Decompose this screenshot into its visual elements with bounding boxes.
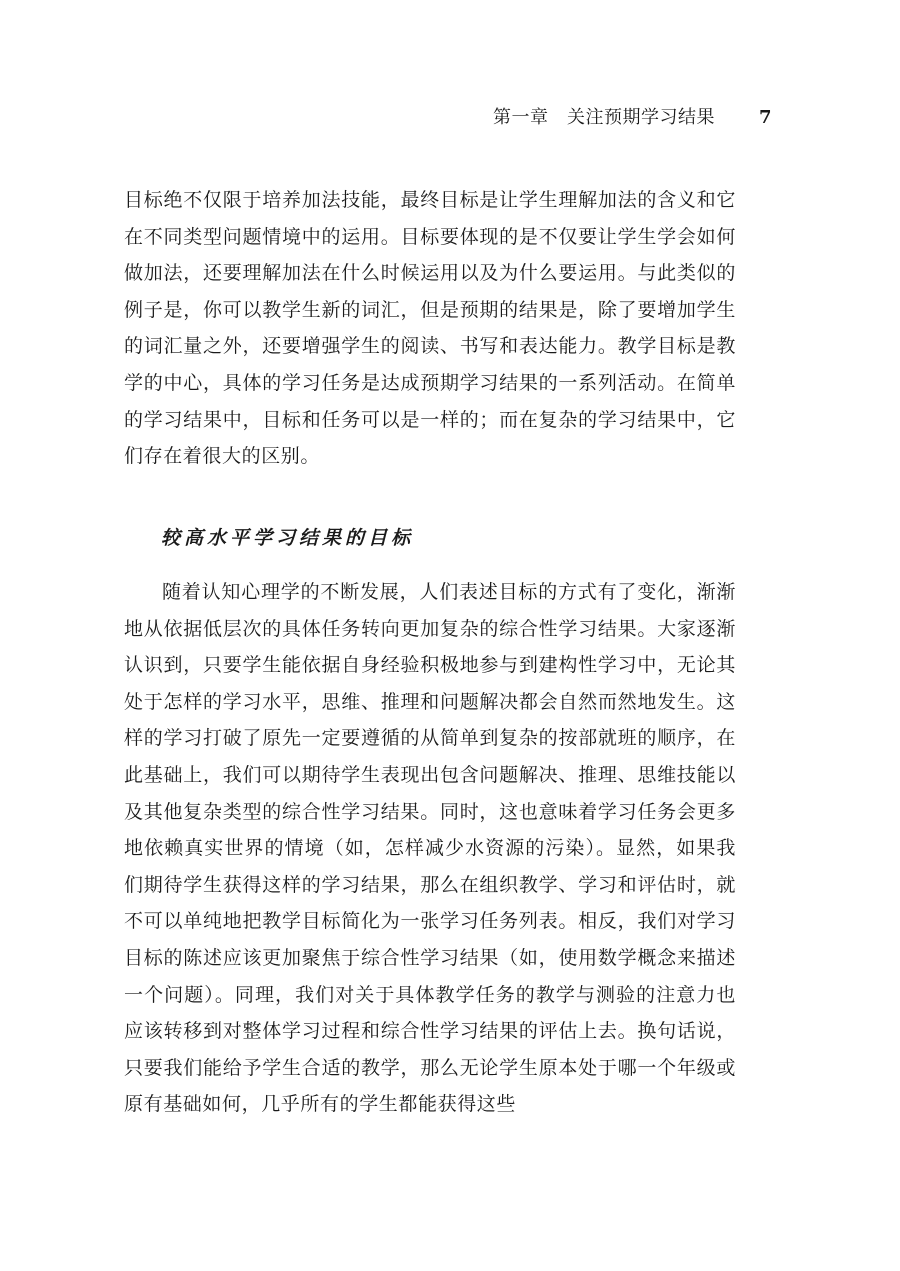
continuation-block [124, 182, 736, 475]
main-paragraph: 随着认知心理学的不断发展，人们表述目标的方式有了变化，渐渐地从依据低层次的具体任务转向更加复杂的综合性学习结果。大家逐渐认识到，只要学生能依据自身经验积极地参与到建构性学习中，无论其处于怎样的学习水平，思维、推理和问题解决都会自然而然地发生。这样的学习打破了原先一定要遵循的从简单到复杂的按部就班的顺序，在此基础上，我们可以期待学生表现出包含问题解决、推理、思维技能以及其他复杂类型的综合性学习结果。同时，这也意味着学习任务会更多地依赖真实世界的情境（如，怎样减少水资源的污染）。显然，如果我们期待学生获得这样的学习结果，那么在组织教学、学习和评估时，就不可以单纯地把教学目标简化为一张学习任务列表。相反，我们对学习目标的陈述应该更加聚焦于综合性学习结果（如，使用数学概念来描述一个问题）。同理，我们对关于具体教学任务的教学与测验的注意力也应该转移到对整体学习过程和综合性学习结果的评估上去。换句话说，只要我们能给予学生合适的教学，那么无论学生原本处于哪一个年级或原有基础如何，几乎所有的学生都能获得这些 [124, 581, 736, 1116]
main-block [124, 574, 736, 1123]
running-header [493, 106, 772, 130]
section-heading: 较高水平学习结果的目标 [161, 527, 415, 549]
page-number: 7 [758, 107, 772, 128]
continuation-paragraph: 目标绝不仅限于培养加法技能，最终目标是让学生理解加法的含义和它在不同类型问题情境中的运用。目标要体现的是不仅要让学生学会如何做加法，还要理解加法在什么时候运用以及为什么要运用。与此类似的例子是，你可以教学生新的词汇，但是预期的结果是，除了要增加学生的词汇量之外，还要增强学生的阅读、书写和表达能力。教学目标是教学的中心，具体的学习任务是达成预期学习结果的一系列活动。在简单的学习结果中，目标和任务可以是一样的；而在复杂的学习结果中，它们存在着很大的区别。 [124, 189, 736, 468]
chapter-title: 第一章 关注预期学习结果 [492, 107, 715, 128]
